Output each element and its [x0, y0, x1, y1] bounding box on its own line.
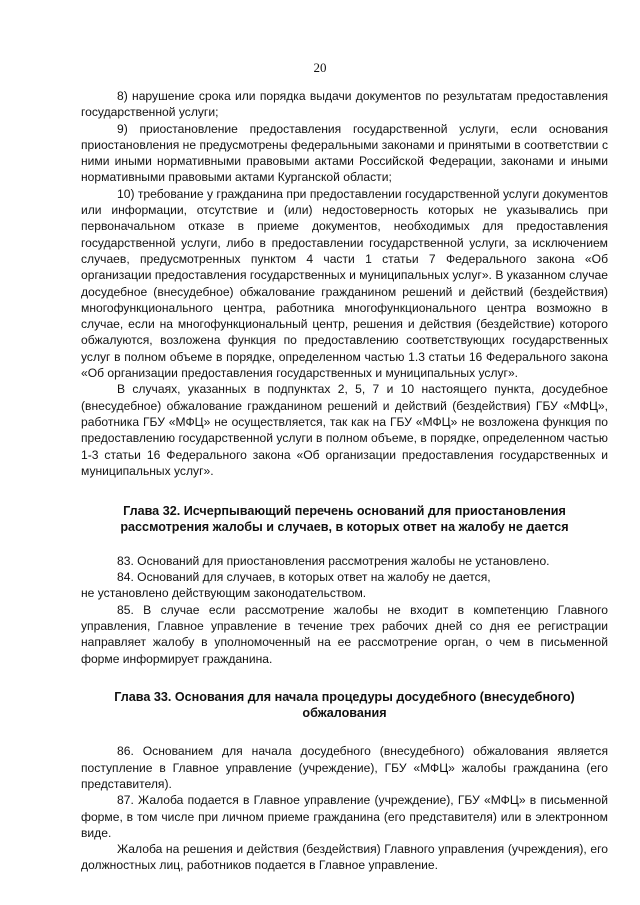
paragraph-87: 87. Жалоба подается в Главное управление (учреждение), ГБУ «МФЦ» в письменной форме, в том числе при личном приеме гражданина (его представителя) или в электронном виде. — [81, 793, 608, 840]
paragraph-item-9: 9) приостановление предоставления государственной услуги, если основания приостановления не предусмотрены федеральными законами и принятыми в соответствии с ними иными нормативными правовыми актами Российской Федерации, законами и иными нормативными правовыми актами Курганской области; — [81, 121, 608, 185]
paragraph-83: 83. Оснований для приостановления рассмотрения жалобы не установлено. — [117, 553, 550, 568]
document-body — [81, 88, 608, 874]
paragraph-84-line-1: 84. Оснований для случаев, в которых ответ на жалобу не дается, — [117, 570, 491, 585]
paragraph-87-complaint: Жалоба на решения и действия (бездействия) Главного управления (учреждения), его должностных лиц, работников подается в Главное управление. — [81, 842, 608, 873]
paragraph-86: 86. Основанием для начала досудебного (внесудебного) обжалования является поступление в Главное управление (учреждение), ГБУ «МФЦ» жалобы гражданина (его представителя). — [81, 744, 608, 791]
paragraph-item-8: 8) нарушение срока или порядка выдачи документов по результатам предоставления государственной услуги; — [81, 89, 608, 120]
chapter-32-title: Глава 32. Исчерпывающий перечень оснований для приостановления рассмотрения жалобы и случаев, в которых ответ на жалобу не дается — [120, 504, 569, 535]
paragraph-cases-note: В случаях, указанных в подпунктах 2, 5, 7 и 10 настоящего пункта, досудебное (внесудебное) обжалование гражданином решений и действий (бездействия) ГБУ «МФЦ», работника ГБУ «МФЦ» не осуществляется, так как на ГБУ «МФЦ» не возложена функция по предоставлению государственной услуги в полном объеме, в порядке, определенном частью 1-3 статьи 16 Федерального закона «Об организации предоставления государственных и муниципальных услуг». — [81, 382, 608, 478]
chapter-33-title: Глава 33. Основания для начала процедуры досудебного (внесудебного) обжалования — [114, 689, 575, 721]
page-number: 20 — [313, 60, 327, 75]
paragraph-item-10: 10) требование у гражданина при предоставлении государственной услуги документов или информации, отсутствие и (или) недостоверность которых не указывались при первоначальном отказе в приеме документов, необходимых для предоставления государственной услуги, либо в предоставлении государственной услуги, за исключением случаев, предусмотренных пунктом 4 части 1 статьи 7 Федерального закона «Об организации предоставления государственных и муниципальных услуг». В указанном случае досудебное (внесудебное) обжалование гражданином решений и действий (бездействия) многофункционального центра, работника многофункционального центра возможно в случае, если на многофункциональный центр, решения и действия (бездействие) которого обжалуются, возложена функция по предоставлению соответствующих государственных услуг в полном объеме в порядке, определенном частью 1.3 статьи 16 Федерального закона «Об организации предоставления государственных и муниципальных услуг». — [81, 186, 608, 381]
paragraph-84-line-2: не установлено действующим законодательством. — [81, 586, 367, 601]
paragraph-85: 85. В случае если рассмотрение жалобы не входит в компетенцию Главного управления, Главное управление в течение трех рабочих дней со дня ее регистрации направляет жалобу в уполномоченный на ее рассмотрение орган, о чем в письменной форме информирует гражданина. — [81, 602, 608, 666]
